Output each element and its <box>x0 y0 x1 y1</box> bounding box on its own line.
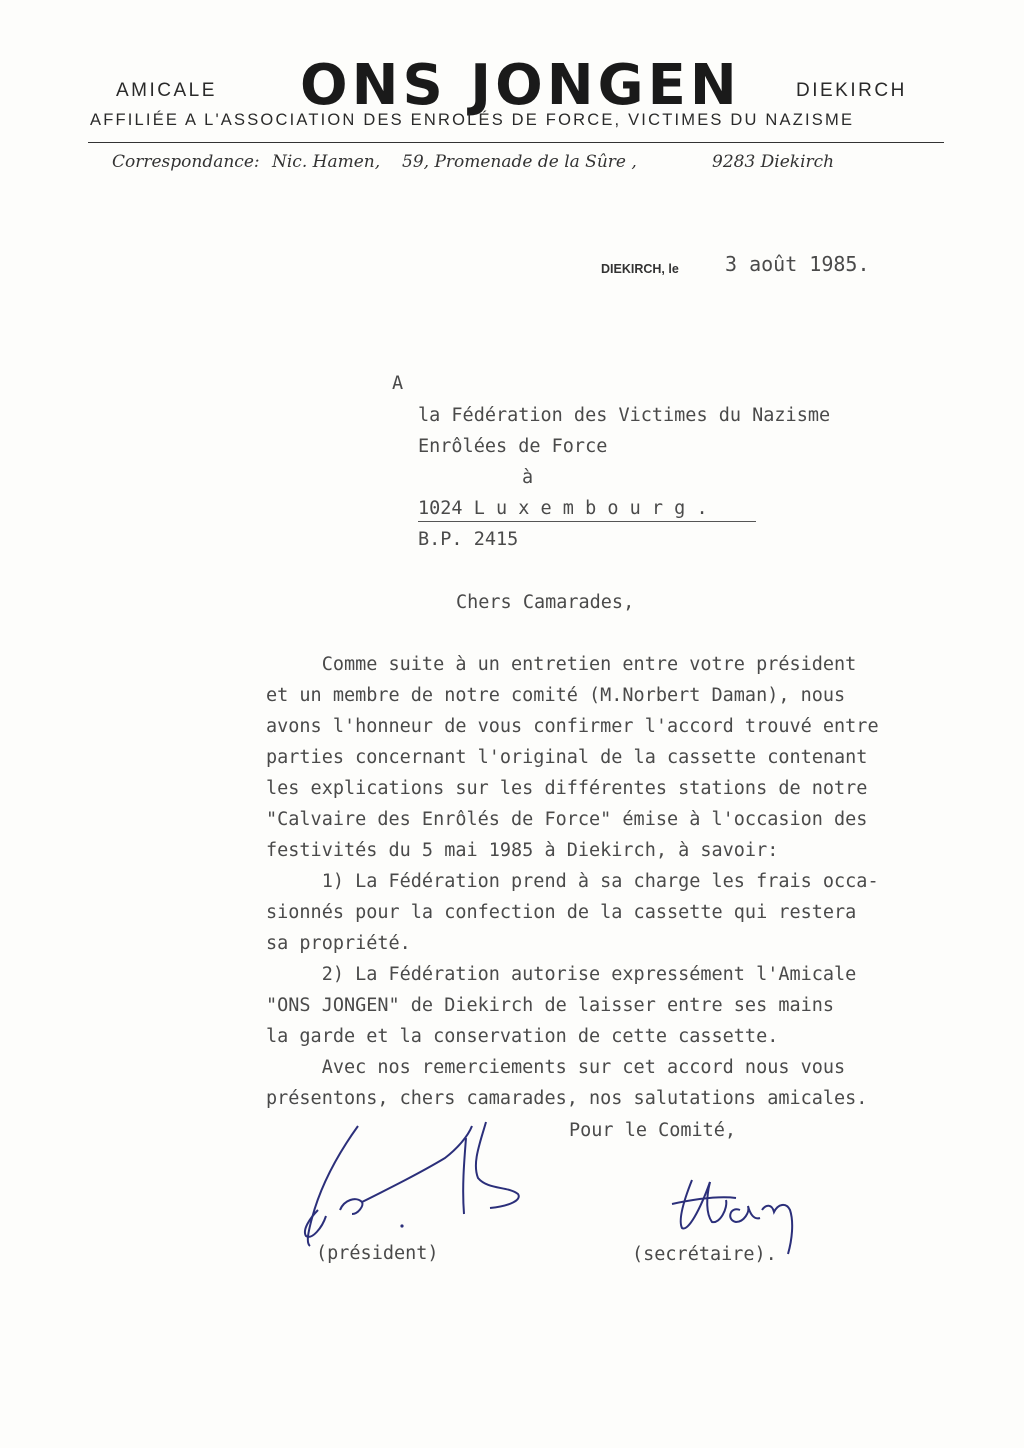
recipient-line-3: à <box>522 467 534 488</box>
body-line: "ONS JONGEN" de Diekirch de laisser entre ses mains <box>266 995 835 1016</box>
body-line: festivités du 5 mai 1985 à Diekirch, à savoir: <box>266 840 779 861</box>
recipient-a: A <box>392 373 404 394</box>
secretary-role: (secrétaire). <box>632 1244 777 1265</box>
letterhead-rule <box>88 142 944 143</box>
body-line: et un membre de notre comité (M.Norbert Daman), nous <box>266 685 846 706</box>
body-line: Avec nos remerciements sur cet accord nous vous <box>266 1057 846 1078</box>
letter-body <box>266 656 879 1121</box>
body-line: sionnés pour la confection de la cassette qui restera <box>266 902 857 923</box>
closing: Pour le Comité, <box>569 1120 737 1141</box>
body-line: Comme suite à un entretien entre votre président <box>266 654 857 675</box>
date-label: DIEKIRCH, le <box>601 262 679 276</box>
recipient-po-box: B.P. 2415 <box>418 529 519 550</box>
letterhead-city: DIEKIRCH <box>796 80 907 101</box>
date-value: 3 août 1985. <box>725 252 870 276</box>
body-line: parties concernant l'original de la cassette contenant <box>266 747 868 768</box>
salutation: Chers Camarades, <box>456 592 635 613</box>
body-line: avons l'honneur de vous confirmer l'accord trouvé entre <box>266 716 879 737</box>
president-signature <box>240 1118 540 1258</box>
correspondence-name: Nic. Hamen, <box>272 152 381 172</box>
body-line: "Calvaire des Enrôlés de Force" émise à l'occasion des <box>266 809 868 830</box>
correspondence-street: 59, Promenade de la Sûre , <box>402 152 637 172</box>
body-line: la garde et la conservation de cette cassette. <box>266 1026 779 1047</box>
recipient-city-underline <box>418 521 756 522</box>
letterhead-amicale: AMICALE <box>116 80 217 101</box>
body-line: les explications sur les différentes stations de notre <box>266 778 868 799</box>
recipient-line-2: Enrôlées de Force <box>418 436 608 457</box>
president-role: (président) <box>316 1243 439 1264</box>
body-line: 1) La Fédération prend à sa charge les frais occa- <box>266 871 879 892</box>
recipient-city: 1024 L u x e m b o u r g . <box>418 498 708 519</box>
body-line: présentons, chers camarades, nos salutations amicales. <box>266 1088 868 1109</box>
body-line: sa propriété. <box>266 933 411 954</box>
correspondence-label: Correspondance: <box>112 152 260 172</box>
body-line: 2) La Fédération autorise expressément l'Amicale <box>266 964 857 985</box>
recipient-line-1: la Fédération des Victimes du Nazisme <box>418 405 831 426</box>
letterhead-title: ONS JONGEN <box>300 53 741 118</box>
letterhead-subtitle: AFFILIÉE A L'ASSOCIATION DES ENROLÉS DE FORCE, VICTIMES DU NAZISME <box>90 111 855 129</box>
correspondence-city: 9283 Diekirch <box>712 152 835 172</box>
